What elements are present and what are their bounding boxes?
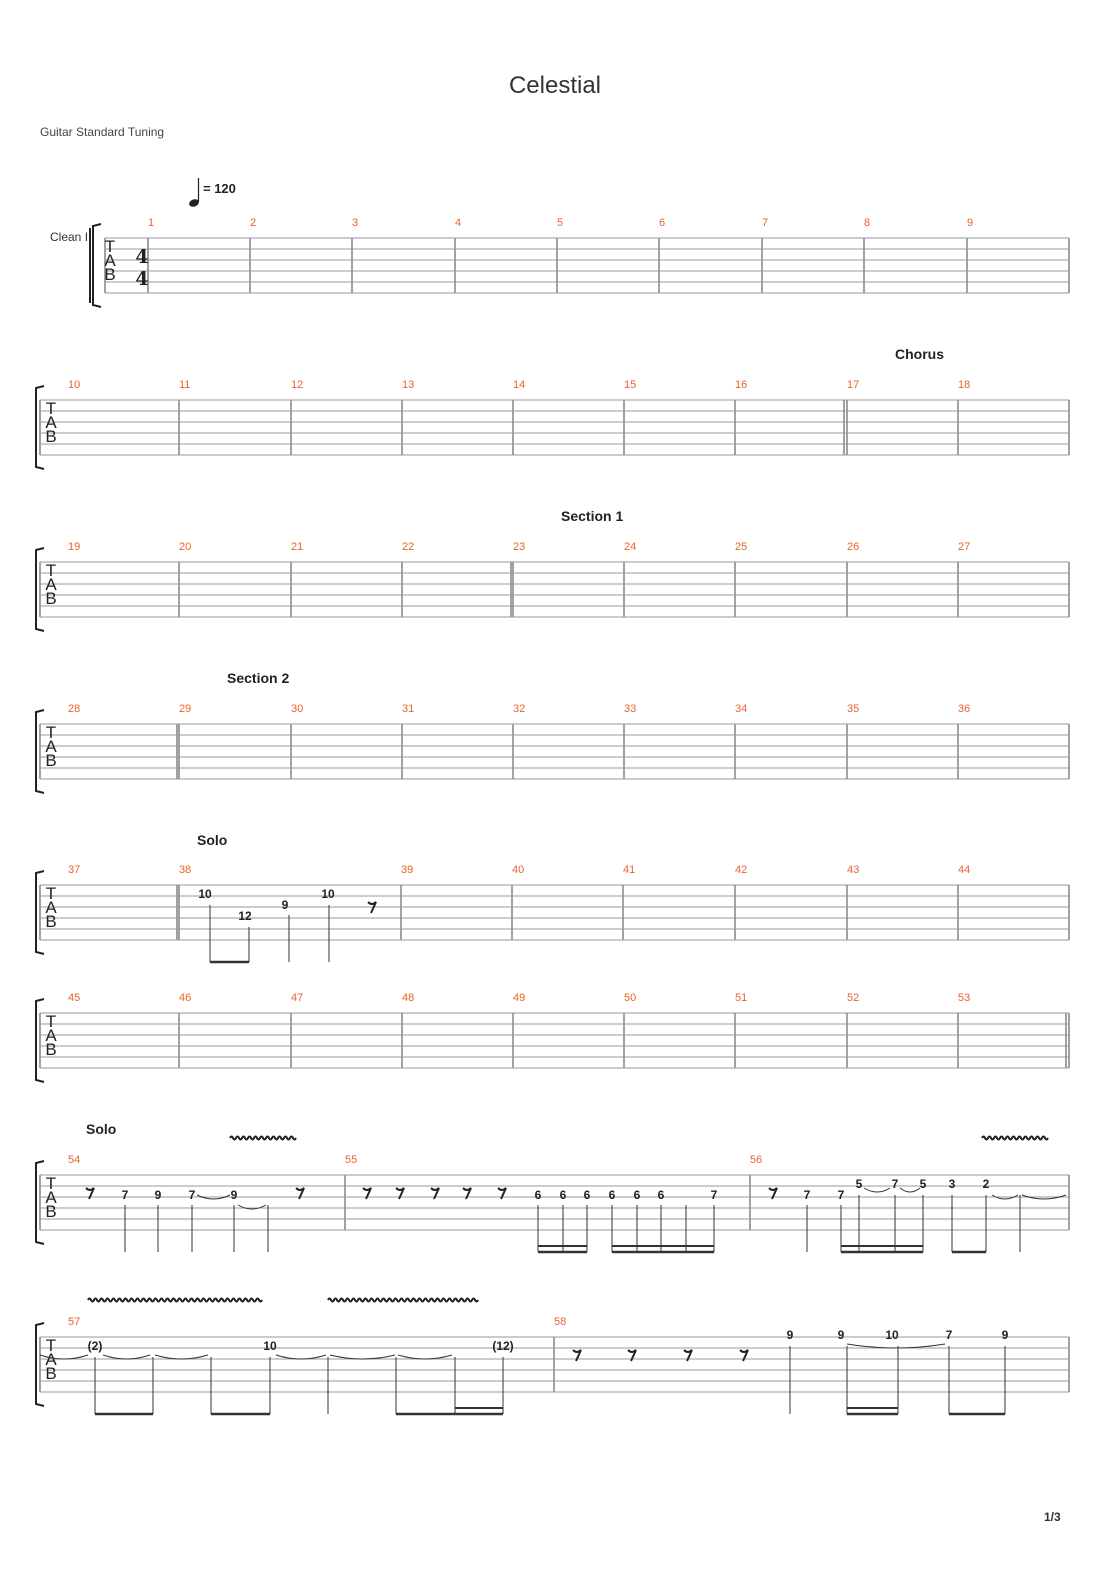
bar-number: 43 — [847, 864, 860, 876]
bar-number: 49 — [513, 992, 526, 1004]
bar-number: 22 — [402, 541, 415, 553]
fret-number: 9 — [154, 1188, 162, 1202]
system-5 — [68, 832, 970, 923]
fret-number: 9 — [281, 898, 289, 912]
section-marker: Chorus — [895, 346, 944, 362]
bar-number: 13 — [402, 379, 415, 391]
bar-number: 26 — [847, 541, 860, 553]
tie-icon — [155, 1355, 208, 1359]
page-number: 1/3 — [1044, 1510, 1061, 1524]
tab-clef-letter: T — [104, 237, 116, 256]
tie-icon — [847, 1344, 945, 1348]
bar-number: 41 — [623, 864, 636, 876]
vibrato-icon — [88, 1299, 262, 1302]
bar-number: 33 — [624, 703, 637, 715]
fret-number: 10 — [321, 887, 335, 901]
fret-number: 6 — [534, 1188, 542, 1202]
fret-number: 10 — [263, 1339, 277, 1353]
bar-number: 45 — [68, 992, 81, 1004]
tuning-label: Guitar Standard Tuning — [40, 125, 165, 139]
bar-number: 5 — [557, 217, 564, 229]
track-name: Clean I — [50, 230, 89, 244]
tab-clef-letter: T — [45, 1012, 57, 1031]
bar-number: 42 — [735, 864, 748, 876]
fret-number: 3 — [948, 1177, 956, 1191]
fret-number: 2 — [982, 1177, 990, 1191]
tie-icon — [330, 1355, 395, 1359]
bar-number: 57 — [68, 1316, 81, 1328]
time-signature-top: 4 — [135, 246, 149, 268]
fret-number: 7 — [803, 1188, 811, 1202]
bar-number: 6 — [659, 217, 666, 229]
fret-number: 9 — [230, 1188, 238, 1202]
bar-number: 53 — [958, 992, 971, 1004]
fret-number: 6 — [633, 1188, 641, 1202]
time-signature-bottom: 4 — [135, 268, 149, 290]
tab-clef-letter: A — [45, 1026, 57, 1045]
staff-bracket — [93, 224, 101, 307]
tempo-marking — [188, 178, 236, 208]
tab-clef-letter: B — [45, 1202, 57, 1221]
tab-clef-letter: T — [45, 399, 57, 418]
fret-number: 7 — [837, 1188, 845, 1202]
bar-number: 34 — [735, 703, 748, 715]
system-8 — [68, 1316, 1009, 1353]
tab-clef-letter: T — [45, 1336, 57, 1355]
bar-number: 1 — [148, 217, 155, 229]
fret-number: 7 — [945, 1328, 953, 1342]
section-marker: Solo — [197, 832, 228, 848]
tab-clef-letter: T — [45, 561, 57, 580]
section-marker: Solo — [86, 1121, 117, 1137]
bar-number: 55 — [345, 1154, 358, 1166]
tab-clef-letter: B — [45, 912, 57, 931]
bar-number: 39 — [401, 864, 414, 876]
system-1 — [148, 217, 973, 229]
vibrato-icon — [982, 1137, 1048, 1140]
system-4 — [68, 670, 970, 715]
score-title: Celestial — [508, 72, 602, 99]
bar-number: 48 — [402, 992, 415, 1004]
bar-number: 25 — [735, 541, 748, 553]
tab-clef-letter: T — [45, 723, 57, 742]
section-marker: Section 1 — [561, 508, 624, 524]
fret-number: 7 — [710, 1188, 718, 1202]
bar-number: 11 — [179, 379, 191, 391]
system-7 — [68, 1121, 990, 1202]
bar-number: 16 — [735, 379, 748, 391]
bar-number: 56 — [750, 1154, 763, 1166]
fret-number: 9 — [1001, 1328, 1009, 1342]
fret-number: 9 — [837, 1328, 845, 1342]
bar-number: 35 — [847, 703, 860, 715]
tab-clef-letter: A — [104, 251, 116, 270]
bar-number: 46 — [179, 992, 192, 1004]
bar-number: 12 — [291, 379, 304, 391]
fret-number: 12 — [238, 909, 252, 923]
tie-icon — [276, 1355, 326, 1359]
fret-number: 6 — [608, 1188, 616, 1202]
bar-number: 51 — [735, 992, 748, 1004]
tie-icon — [864, 1188, 890, 1192]
bar-number: 14 — [513, 379, 526, 391]
bar-number: 9 — [967, 217, 974, 229]
bar-number: 3 — [352, 217, 359, 229]
tab-clef-letter: A — [45, 413, 57, 432]
bar-number: 27 — [958, 541, 971, 553]
fret-number: (2) — [87, 1339, 103, 1353]
bar-number: 18 — [958, 379, 971, 391]
bar-number: 8 — [864, 217, 871, 229]
fret-number: 5 — [919, 1177, 927, 1191]
fret-number: 6 — [583, 1188, 591, 1202]
tab-clef-letter: T — [45, 884, 57, 903]
tab-clef-letter: A — [45, 1350, 57, 1369]
fret-number: (12) — [492, 1339, 514, 1353]
bar-number: 21 — [291, 541, 304, 553]
system-2 — [68, 346, 970, 391]
fret-number: 7 — [121, 1188, 129, 1202]
vibrato-icon — [230, 1137, 296, 1140]
fret-number: 7 — [188, 1188, 196, 1202]
bar-number: 38 — [179, 864, 192, 876]
fret-number: 6 — [657, 1188, 665, 1202]
tab-clef-letter: B — [45, 1364, 57, 1383]
bar-number: 54 — [68, 1154, 81, 1166]
bar-number: 20 — [179, 541, 192, 553]
bar-number: 58 — [554, 1316, 567, 1328]
bar-number: 29 — [179, 703, 192, 715]
bar-number: 17 — [847, 379, 860, 391]
bar-number: 52 — [847, 992, 860, 1004]
fret-number: 9 — [786, 1328, 794, 1342]
system-6 — [68, 992, 970, 1004]
bar-number: 47 — [291, 992, 304, 1004]
bar-number: 37 — [68, 864, 81, 876]
bar-number: 2 — [250, 217, 257, 229]
bar-number: 19 — [68, 541, 81, 553]
bar-number: 44 — [958, 864, 971, 876]
system-3 — [68, 508, 970, 553]
tab-clef-letter: A — [45, 737, 57, 756]
tempo-value: = 120 — [203, 181, 236, 196]
bar-number: 32 — [513, 703, 526, 715]
fret-number: 10 — [198, 887, 212, 901]
fret-number: 10 — [885, 1328, 899, 1342]
fret-number: 7 — [891, 1177, 899, 1191]
bar-number: 30 — [291, 703, 304, 715]
bar-number: 36 — [958, 703, 971, 715]
fret-number: 6 — [559, 1188, 567, 1202]
tab-clef-letter: B — [45, 1040, 57, 1059]
bar-number: 23 — [513, 541, 526, 553]
bar-number: 50 — [624, 992, 637, 1004]
tab-clef-letter: A — [45, 1188, 57, 1207]
bar-number: 15 — [624, 379, 637, 391]
tab-clef-letter: B — [104, 265, 116, 284]
bar-number: 24 — [624, 541, 637, 553]
section-marker: Section 2 — [227, 670, 290, 686]
tie-icon — [398, 1355, 452, 1359]
vibrato-icon — [328, 1299, 478, 1302]
bar-number: 40 — [512, 864, 525, 876]
tab-clef-letter: B — [45, 589, 57, 608]
tie-icon — [900, 1188, 920, 1192]
bar-number: 31 — [402, 703, 415, 715]
bar-number: 28 — [68, 703, 81, 715]
bar-number: 7 — [762, 217, 769, 229]
tab-clef-letter: T — [45, 1174, 57, 1193]
bar-number: 10 — [68, 379, 81, 391]
tab-clef-letter: B — [45, 427, 57, 446]
tab-clef-letter: A — [45, 898, 57, 917]
fret-number: 5 — [855, 1177, 863, 1191]
bar-number: 4 — [455, 217, 462, 229]
tab-clef-letter: B — [45, 751, 57, 770]
tie-icon — [103, 1355, 150, 1359]
tab-clef-letter: A — [45, 575, 57, 594]
